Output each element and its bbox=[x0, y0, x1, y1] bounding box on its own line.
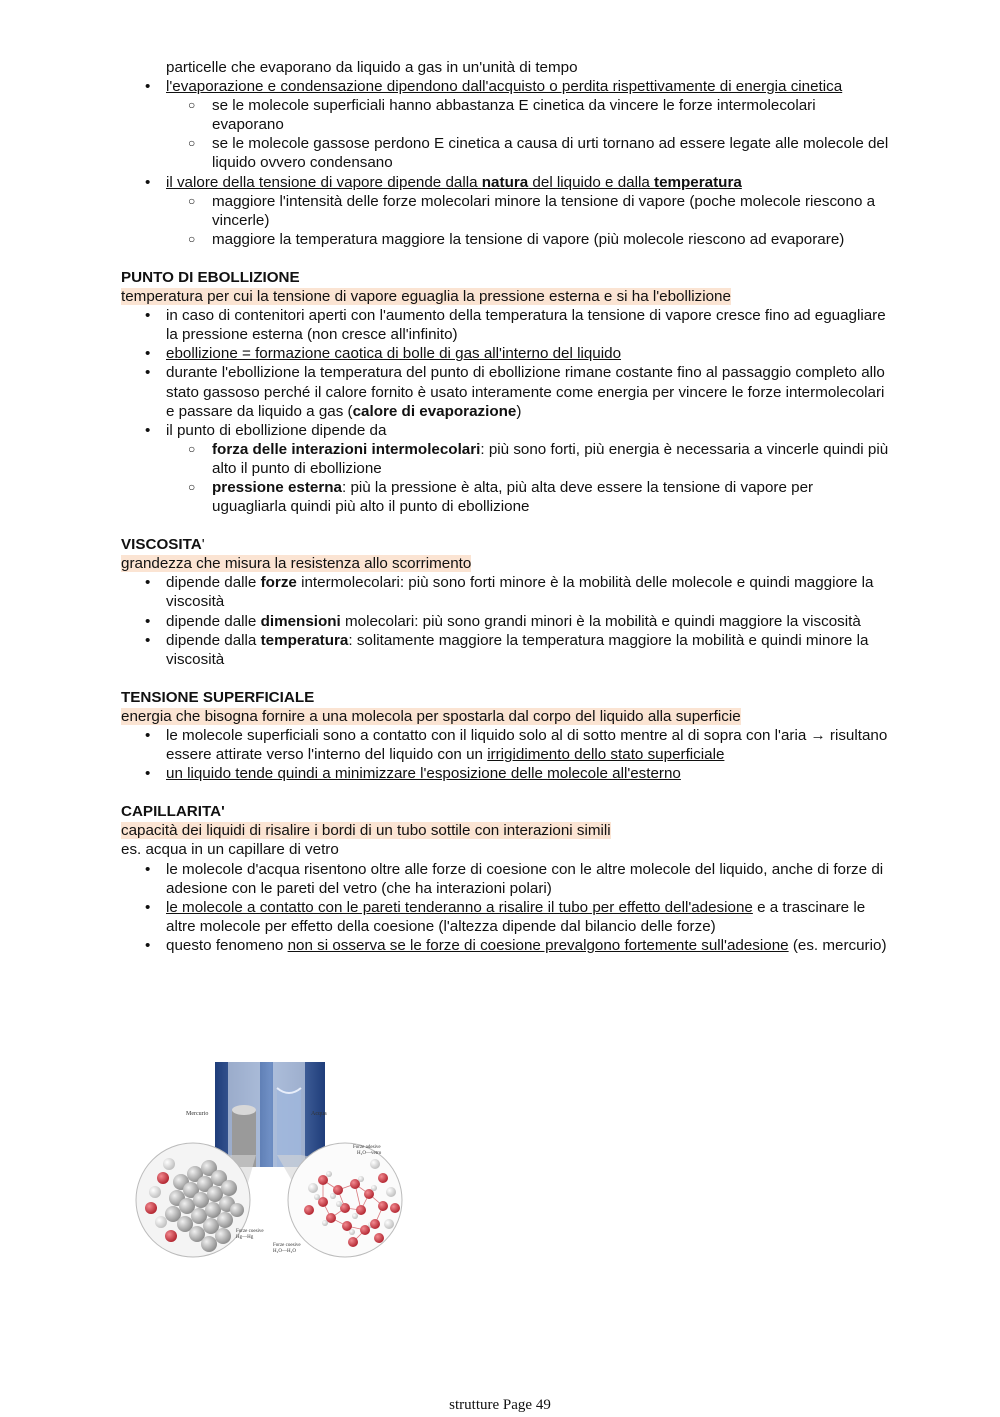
mercury-meniscus bbox=[232, 1105, 256, 1115]
list-item: • il punto di ebollizione dipende da ○ forza delle interazioni intermolecolari: più sono forti, più energia è necessaria a vincerle quindi più alto il punto di ebollizione ○ pressione esterna: più la pressione è alta, più alta deve essere la tensione di vapore per uguagliarla quindi più alto il punto di ebollizione bbox=[121, 421, 891, 516]
label-mercurio: Mercurio bbox=[186, 1111, 209, 1117]
section-ebollizione bbox=[121, 268, 891, 516]
sub-list bbox=[166, 440, 891, 516]
viscosita-list bbox=[121, 573, 891, 668]
sub-list-item: ○ pressione esterna: più la pressione è alta, più alta deve essere la tensione di vapore per uguagliarla quindi più alto il punto di ebollizione bbox=[121, 478, 891, 516]
label-acqua: Acqua bbox=[311, 1111, 327, 1117]
list-item: • un liquido tende quindi a minimizzare l'esposizione delle molecole all'esterno bbox=[121, 764, 891, 783]
intro-list bbox=[121, 77, 891, 249]
tensione-list bbox=[121, 726, 891, 783]
sub-list-item: ○ forza delle interazioni intermolecolari: più sono forti, più energia è necessaria a vincerle quindi più alto il punto di ebollizione bbox=[121, 440, 891, 478]
section-tensione bbox=[121, 688, 891, 783]
list-item: • dipende dalla temperatura: solitamente maggiore la temperatura maggiore la mobilità e quindi minore la viscosità bbox=[121, 631, 891, 669]
section-title: CAPILLARITA' bbox=[121, 803, 225, 821]
list-item: • il valore della tensione di vapore dipende dalla natura del liquido e dalla temperatura ○ maggiore l'intensità delle forze molecolari minore la tensione di vapore (poche molecole riescono a vincerle) ○ maggiore la temperatura maggiore la tensione di vapore (più molecole riescono ad evaporare) bbox=[121, 173, 891, 249]
section-definition: temperatura per cui la tensione di vapore eguaglia la pressione esterna e si ha l'ebollizione bbox=[121, 288, 731, 306]
list-item: • le molecole d'acqua risentono oltre alle forze di coesione con le altre molecole del liquido, anche di forze di adesione con le pareti del vetro (che ha interazioni polari) bbox=[121, 860, 891, 898]
list-item: • durante l'ebollizione la temperatura del punto di ebollizione rimane costante fino al passaggio completo allo stato gassoso perché il calore fornito è usato interamente come energia per vincere le forze intermolecolari e passare da liquido a gas (calore di evaporazione) bbox=[121, 363, 891, 420]
water-zoom-circle bbox=[288, 1143, 402, 1257]
capillarity-illustration bbox=[133, 1060, 403, 1260]
label-adesive-2: H₂O—vetro bbox=[357, 1151, 382, 1156]
label-coesive-hg-1: Forze coesive bbox=[236, 1229, 264, 1234]
capillarita-list bbox=[121, 860, 891, 955]
sub-list-item: ○ se le molecole superficiali hanno abbastanza E cinetica da vincere le forze intermolecolari evaporano bbox=[121, 96, 891, 134]
list-item: • questo fenomeno non si osserva se le forze di coesione prevalgono fortemente sull'adesione (es. mercurio) bbox=[121, 936, 891, 955]
sub-list-item: ○ maggiore la temperatura maggiore la tensione di vapore (più molecole riescono ad evaporare) bbox=[121, 230, 891, 249]
list-item: • dipende dalle forze intermolecolari: più sono forti minore è la mobilità delle molecole e quindi maggiore la viscosità bbox=[121, 573, 891, 611]
section-definition: capacità dei liquidi di risalire i bordi di un tubo sottile con interazioni simili bbox=[121, 822, 611, 840]
list-item: • le molecole superficiali sono a contatto con il liquido solo al di sotto mentre al di sopra con l'aria → risultano essere attirate verso l'interno del liquido con un irrigidimento dello stato superficiale bbox=[121, 726, 891, 764]
continued-line: particelle che evaporano da liquido a gas in un'unità di tempo bbox=[166, 59, 578, 76]
page-footer: strutture Page 49 bbox=[449, 1397, 551, 1413]
list-item: • le molecole a contatto con le pareti tenderanno a risalire il tubo per effetto dell'adesione e a trascinare le altre molecole per effetto della coesione (l'altezza dipende dal bilancio delle forze) bbox=[121, 898, 891, 936]
sub-list bbox=[166, 192, 891, 249]
section-definition: grandezza che misura la resistenza allo scorrimento bbox=[121, 555, 472, 573]
example-line: es. acqua in un capillare di vetro bbox=[121, 841, 339, 859]
section-capillarita bbox=[121, 802, 891, 955]
list-item: • in caso di contenitori aperti con l'aumento della temperatura la tensione di vapore cresce fino ad eguagliare la pressione esterna (non cresce all'infinito) bbox=[121, 306, 891, 344]
list-item: • dipende dalle dimensioni molecolari: più sono grandi minori è la mobilità e quindi maggiore la viscosità bbox=[121, 612, 891, 631]
sub-list-item: ○ maggiore l'intensità delle forze molecolari minore la tensione di vapore (poche molecole riescono a vincerle) bbox=[121, 192, 891, 230]
ebollizione-list bbox=[121, 306, 891, 516]
list-item: • l'evaporazione e condensazione dipendono dall'acquisto o perdita rispettivamente di energia cinetica ○ se le molecole superficiali hanno abbastanza E cinetica da vincere le forze intermolecolari evaporano ○ se le molecole gassose perdono E cinetica a causa di urti tornano ad essere legate alle molecole del liquido ovvero condensano bbox=[121, 77, 891, 172]
sub-list-item: ○ se le molecole gassose perdono E cinetica a causa di urti tornano ad essere legate alle molecole del liquido ovvero condensano bbox=[121, 134, 891, 172]
sub-list bbox=[166, 96, 891, 172]
label-adesive-1: Forze adesive bbox=[353, 1145, 381, 1150]
label-coesive-h2o-2: H₂O—H₂O bbox=[273, 1249, 296, 1254]
page-content bbox=[121, 58, 891, 955]
section-title: VISCOSITA' bbox=[121, 536, 205, 554]
list-item: • ebollizione = formazione caotica di bolle di gas all'interno del liquido bbox=[121, 344, 891, 363]
section-definition: energia che bisogna fornire a una molecola per spostarla dal corpo del liquido alla superficie bbox=[121, 707, 741, 725]
label-coesive-hg-2: Hg—Hg bbox=[236, 1235, 254, 1240]
section-viscosita bbox=[121, 535, 891, 669]
section-title: PUNTO DI EBOLLIZIONE bbox=[121, 268, 300, 286]
label-coesive-h2o-1: Forze coesive bbox=[273, 1243, 301, 1248]
section-title: TENSIONE SUPERFICIALE bbox=[121, 688, 315, 706]
